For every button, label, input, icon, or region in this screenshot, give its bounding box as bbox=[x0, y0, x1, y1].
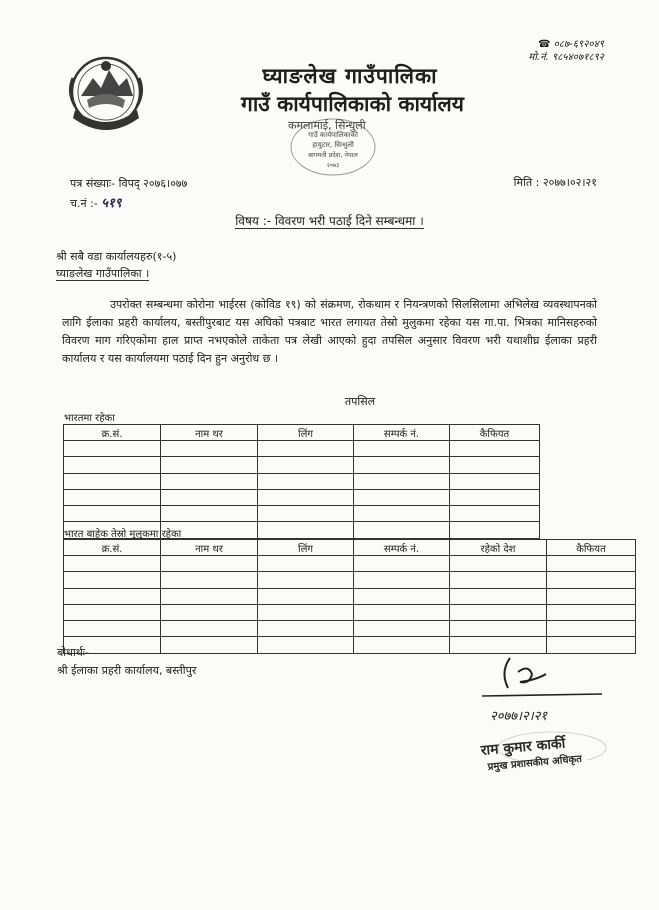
table-cell bbox=[450, 556, 547, 572]
table-row bbox=[64, 489, 540, 505]
signatory-title: प्रमुख प्रशासकीय अधिकृत bbox=[487, 753, 583, 773]
table-header: सम्पर्क नं. bbox=[354, 540, 450, 556]
dispatch-value: ५१९ bbox=[101, 196, 122, 211]
table-cell bbox=[547, 556, 636, 572]
table-cell bbox=[354, 572, 450, 588]
details-heading: तपसिल bbox=[344, 395, 376, 408]
table-cell bbox=[258, 621, 354, 637]
table-header: सम्पर्क नं. bbox=[354, 425, 450, 441]
table-row bbox=[64, 441, 540, 457]
table-cell bbox=[258, 637, 354, 653]
date-value: २०७७।०२।२१ bbox=[542, 176, 597, 189]
table-header: नाम थर bbox=[161, 425, 258, 441]
table-cell bbox=[354, 588, 450, 604]
table-header: क्र.सं. bbox=[64, 425, 161, 441]
letter-body: उपरोक्त सम्बन्धमा कोरोना भाईरस (कोविड १९) को संक्रमण, रोकथाम र नियन्त्रणको सिलसिलामा अभिलेख व्यवस्थापनको लागि ईलाका प्रहरी कार्यालय, बस्तीपुरबाट यस अघिको पत्रबाट भारत लगायत तेस्रो मुलुकमा रहेका यस गा.पा. भित्रका मानिसहरुको विवरण माग गरिएकोमा हाल प्राप्त नभएकोले ताकेता पत्र लेखी आएको हुदा तपसिल अनुसार विवरण भरी यथाशीघ्र ईलाका प्रहरी कार्यालय र यस कार्यालयमा पठाई दिन हुन अनुरोध छ । bbox=[62, 298, 597, 365]
stamp-line1: गाउँ कार्यपालिकाको bbox=[308, 131, 358, 139]
table-cell bbox=[161, 588, 258, 604]
phone-number: ☎ ०८७-६९२०४९ bbox=[537, 39, 604, 50]
table-cell bbox=[547, 572, 636, 588]
table-cell bbox=[258, 604, 354, 620]
table-cell bbox=[354, 637, 450, 653]
table-cell bbox=[354, 604, 450, 620]
table1-label: भारतमा रहेका bbox=[64, 413, 115, 424]
table-cell bbox=[450, 572, 547, 588]
table-cell bbox=[354, 506, 450, 522]
table-cell bbox=[64, 621, 161, 637]
reference-label: पत्र संख्याः- bbox=[70, 177, 116, 190]
office-title-line1: घ्याङलेख गाउँपालिका bbox=[262, 64, 438, 88]
nepal-emblem-icon bbox=[65, 48, 147, 140]
table-cell bbox=[64, 457, 161, 473]
addressee-line2: घ्याङलेख गाउँपालिका । bbox=[56, 267, 150, 280]
table-header: नाम थर bbox=[161, 540, 258, 556]
table-row bbox=[64, 621, 636, 637]
letter-date bbox=[514, 175, 597, 190]
table-header: कैफियत bbox=[450, 425, 540, 441]
date-label: मिति : bbox=[513, 176, 540, 189]
table-cell bbox=[64, 572, 161, 588]
table-cell bbox=[258, 572, 354, 588]
table-cell bbox=[64, 588, 161, 604]
table-cell bbox=[64, 604, 161, 620]
table-cell bbox=[354, 556, 450, 572]
table-row bbox=[64, 604, 636, 620]
table-cell bbox=[258, 556, 354, 572]
table-cell bbox=[450, 473, 540, 489]
subject-text: विषय :- विवरण भरी पठाई दिने सम्बन्धमा । bbox=[235, 214, 424, 228]
table-header: लिंग bbox=[258, 540, 354, 556]
table-cell bbox=[64, 489, 161, 505]
table2-label: भारत बाहेक तेस्रो मुलुकमा रहेका bbox=[64, 529, 182, 540]
table-cell bbox=[354, 457, 450, 473]
table-cell bbox=[450, 588, 547, 604]
table-cell bbox=[161, 621, 258, 637]
reference-number bbox=[70, 176, 187, 191]
stamp-line3: बागमती प्रदेश, नेपाल bbox=[308, 151, 358, 159]
table-cell bbox=[450, 522, 540, 538]
table-cell bbox=[161, 441, 258, 457]
table-header: रहेको देश bbox=[450, 540, 547, 556]
table-cell bbox=[354, 473, 450, 489]
copy-to-label: बोधार्थः- bbox=[57, 646, 89, 659]
table-cell bbox=[450, 621, 547, 637]
table-header-row bbox=[64, 425, 540, 441]
table-row bbox=[64, 572, 636, 588]
table-cell bbox=[161, 473, 258, 489]
addressee bbox=[56, 248, 176, 282]
table-header: लिंग bbox=[258, 425, 354, 441]
table-cell bbox=[354, 621, 450, 637]
table-cell bbox=[450, 457, 540, 473]
mobile-number: मो.नं. ९८५४०७१८९२ bbox=[528, 52, 604, 63]
india-table bbox=[63, 424, 540, 539]
table-cell bbox=[64, 556, 161, 572]
table-row bbox=[64, 556, 636, 572]
table-cell bbox=[161, 506, 258, 522]
addressee-line1: श्री सबै वडा कार्यालयहरु(१-५) bbox=[56, 250, 177, 263]
table-cell bbox=[354, 441, 450, 457]
table-cell bbox=[450, 506, 540, 522]
office-address: कमलामाई, सिन्धुली bbox=[288, 119, 366, 132]
signature-date: २०७७।२।२१ bbox=[490, 709, 548, 724]
table-cell bbox=[258, 457, 354, 473]
stamp-line2: हायुटार, सिन्धुली bbox=[312, 141, 354, 149]
table-cell bbox=[161, 572, 258, 588]
table-cell bbox=[258, 441, 354, 457]
table-cell bbox=[161, 556, 258, 572]
table-cell bbox=[258, 473, 354, 489]
signatory-name: राम कुमार कार्की bbox=[480, 735, 566, 759]
office-stamp bbox=[288, 117, 378, 179]
table-cell bbox=[547, 621, 636, 637]
copy-to bbox=[57, 644, 196, 680]
table-cell bbox=[258, 506, 354, 522]
dispatch-number bbox=[70, 193, 122, 211]
dispatch-label: च.नं :- bbox=[70, 197, 98, 210]
table-header: क्र.सं. bbox=[64, 540, 161, 556]
table-header-row bbox=[64, 540, 636, 556]
table-cell bbox=[354, 522, 450, 538]
reference-value: विपद् २०७६।०७७ bbox=[118, 177, 188, 190]
table-cell bbox=[547, 604, 636, 620]
table-cell bbox=[450, 489, 540, 505]
office-title-line2: गाउँ कार्यपालिकाको कार्यालय bbox=[241, 92, 464, 116]
copy-to-recipient: श्री ईलाका प्रहरी कार्यालय, बस्तीपुर bbox=[57, 664, 197, 677]
table-cell bbox=[354, 489, 450, 505]
table-cell bbox=[64, 473, 161, 489]
table-cell bbox=[161, 489, 258, 505]
table-cell bbox=[258, 522, 354, 538]
table-cell bbox=[450, 604, 547, 620]
table-cell bbox=[547, 588, 636, 604]
contact-block bbox=[528, 38, 604, 64]
table-cell bbox=[64, 506, 161, 522]
table-cell bbox=[258, 489, 354, 505]
table-row bbox=[64, 506, 540, 522]
table-cell bbox=[450, 441, 540, 457]
table-row bbox=[64, 457, 540, 473]
table-row bbox=[64, 473, 540, 489]
table-cell bbox=[258, 588, 354, 604]
third-country-table bbox=[63, 539, 636, 654]
stamp-line4: २०७३ bbox=[326, 162, 340, 169]
table-header: कैफियत bbox=[547, 540, 636, 556]
table-cell bbox=[161, 457, 258, 473]
table-cell bbox=[64, 441, 161, 457]
table-row bbox=[64, 588, 636, 604]
table-cell bbox=[161, 604, 258, 620]
subject-line bbox=[0, 212, 659, 229]
